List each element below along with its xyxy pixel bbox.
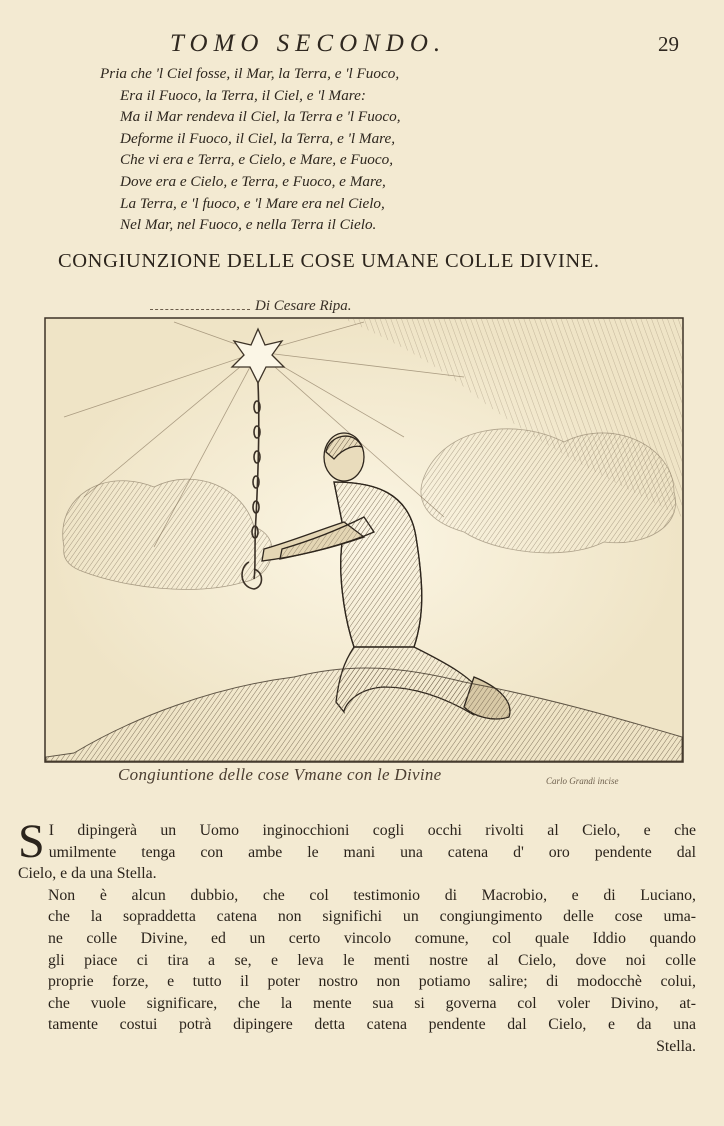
text-line: tamente costui potrà dipingere detta catena pendente dal Cielo, e da una	[48, 1016, 696, 1034]
paragraph-2	[18, 885, 696, 1058]
text-line: proprie forze, e tutto il poter nostro non potiamo salire; di modocchè colui,	[48, 973, 696, 991]
text-line: che la sopraddetta catena non significhi un congiungimento delle cose uma-	[48, 908, 696, 926]
running-head	[0, 30, 724, 60]
poem	[100, 63, 570, 236]
poem-line: Nel Mar, nel Fuoco, e nella Terra il Cielo.	[120, 216, 377, 234]
text-line: Stella.	[656, 1037, 696, 1055]
paragraph-1	[18, 815, 696, 885]
text-line: che vuole significare, che la mente sua si governa col voler Divino, at-	[48, 994, 696, 1012]
text-line: gli piace ci tira a se, e leva le menti nostre al Cielo, dove noi colle	[48, 951, 696, 969]
engraving-caption: Congiuntione delle cose Vmane con le Divine	[118, 765, 442, 784]
text-line: ne colle Divine, ed un certo vincolo comune, col quale Iddio quando	[48, 929, 696, 947]
volume-title: TOMO SECONDO.	[170, 30, 447, 57]
poem-line: Deforme il Fuoco, il Ciel, la Terra, e 'l Mare,	[120, 129, 396, 147]
poem-line: Dove era e Cielo, e Terra, e Fuoco, e Mare,	[120, 172, 386, 190]
drop-cap: S	[18, 815, 45, 868]
body-text	[18, 815, 696, 1058]
poem-line: Che vi era e Terra, e Cielo, e Mare, e Fuoco,	[120, 151, 394, 169]
text-line: Cielo, e da una Stella.	[18, 865, 157, 883]
section-title: CONGIUNZIONE DELLE COSE UMANE COLLE DIVINE.	[58, 250, 600, 272]
page-number: 29	[658, 32, 679, 56]
engraving-illustration	[44, 317, 684, 763]
text-line: Non è alcun dubbio, che col testimonio di Macrobio, e di Luciano,	[48, 886, 696, 904]
poem-line: Era il Fuoco, la Terra, il Ciel, e 'l Mare:	[120, 86, 366, 104]
poem-line: Pria che 'l Ciel fosse, il Mar, la Terra, e 'l Fuoco,	[100, 65, 400, 82]
poem-line: Ma il Mar rendeva il Ciel, la Terra e 'l Fuoco,	[120, 108, 401, 126]
author-line: Di Cesare Ripa.	[255, 298, 352, 314]
author-rule	[150, 309, 250, 310]
engraver-signature: Carlo Grandi incise	[546, 776, 619, 786]
text-line: umilmente tenga con ambe le mani una catena d' oro pendente dal	[48, 843, 696, 861]
text-line: I dipingerà un Uomo inginocchioni cogli occhi rivolti al Cielo, e che	[48, 822, 696, 839]
poem-line: La Terra, e 'l fuoco, e 'l Mare era nel Cielo,	[120, 194, 385, 212]
